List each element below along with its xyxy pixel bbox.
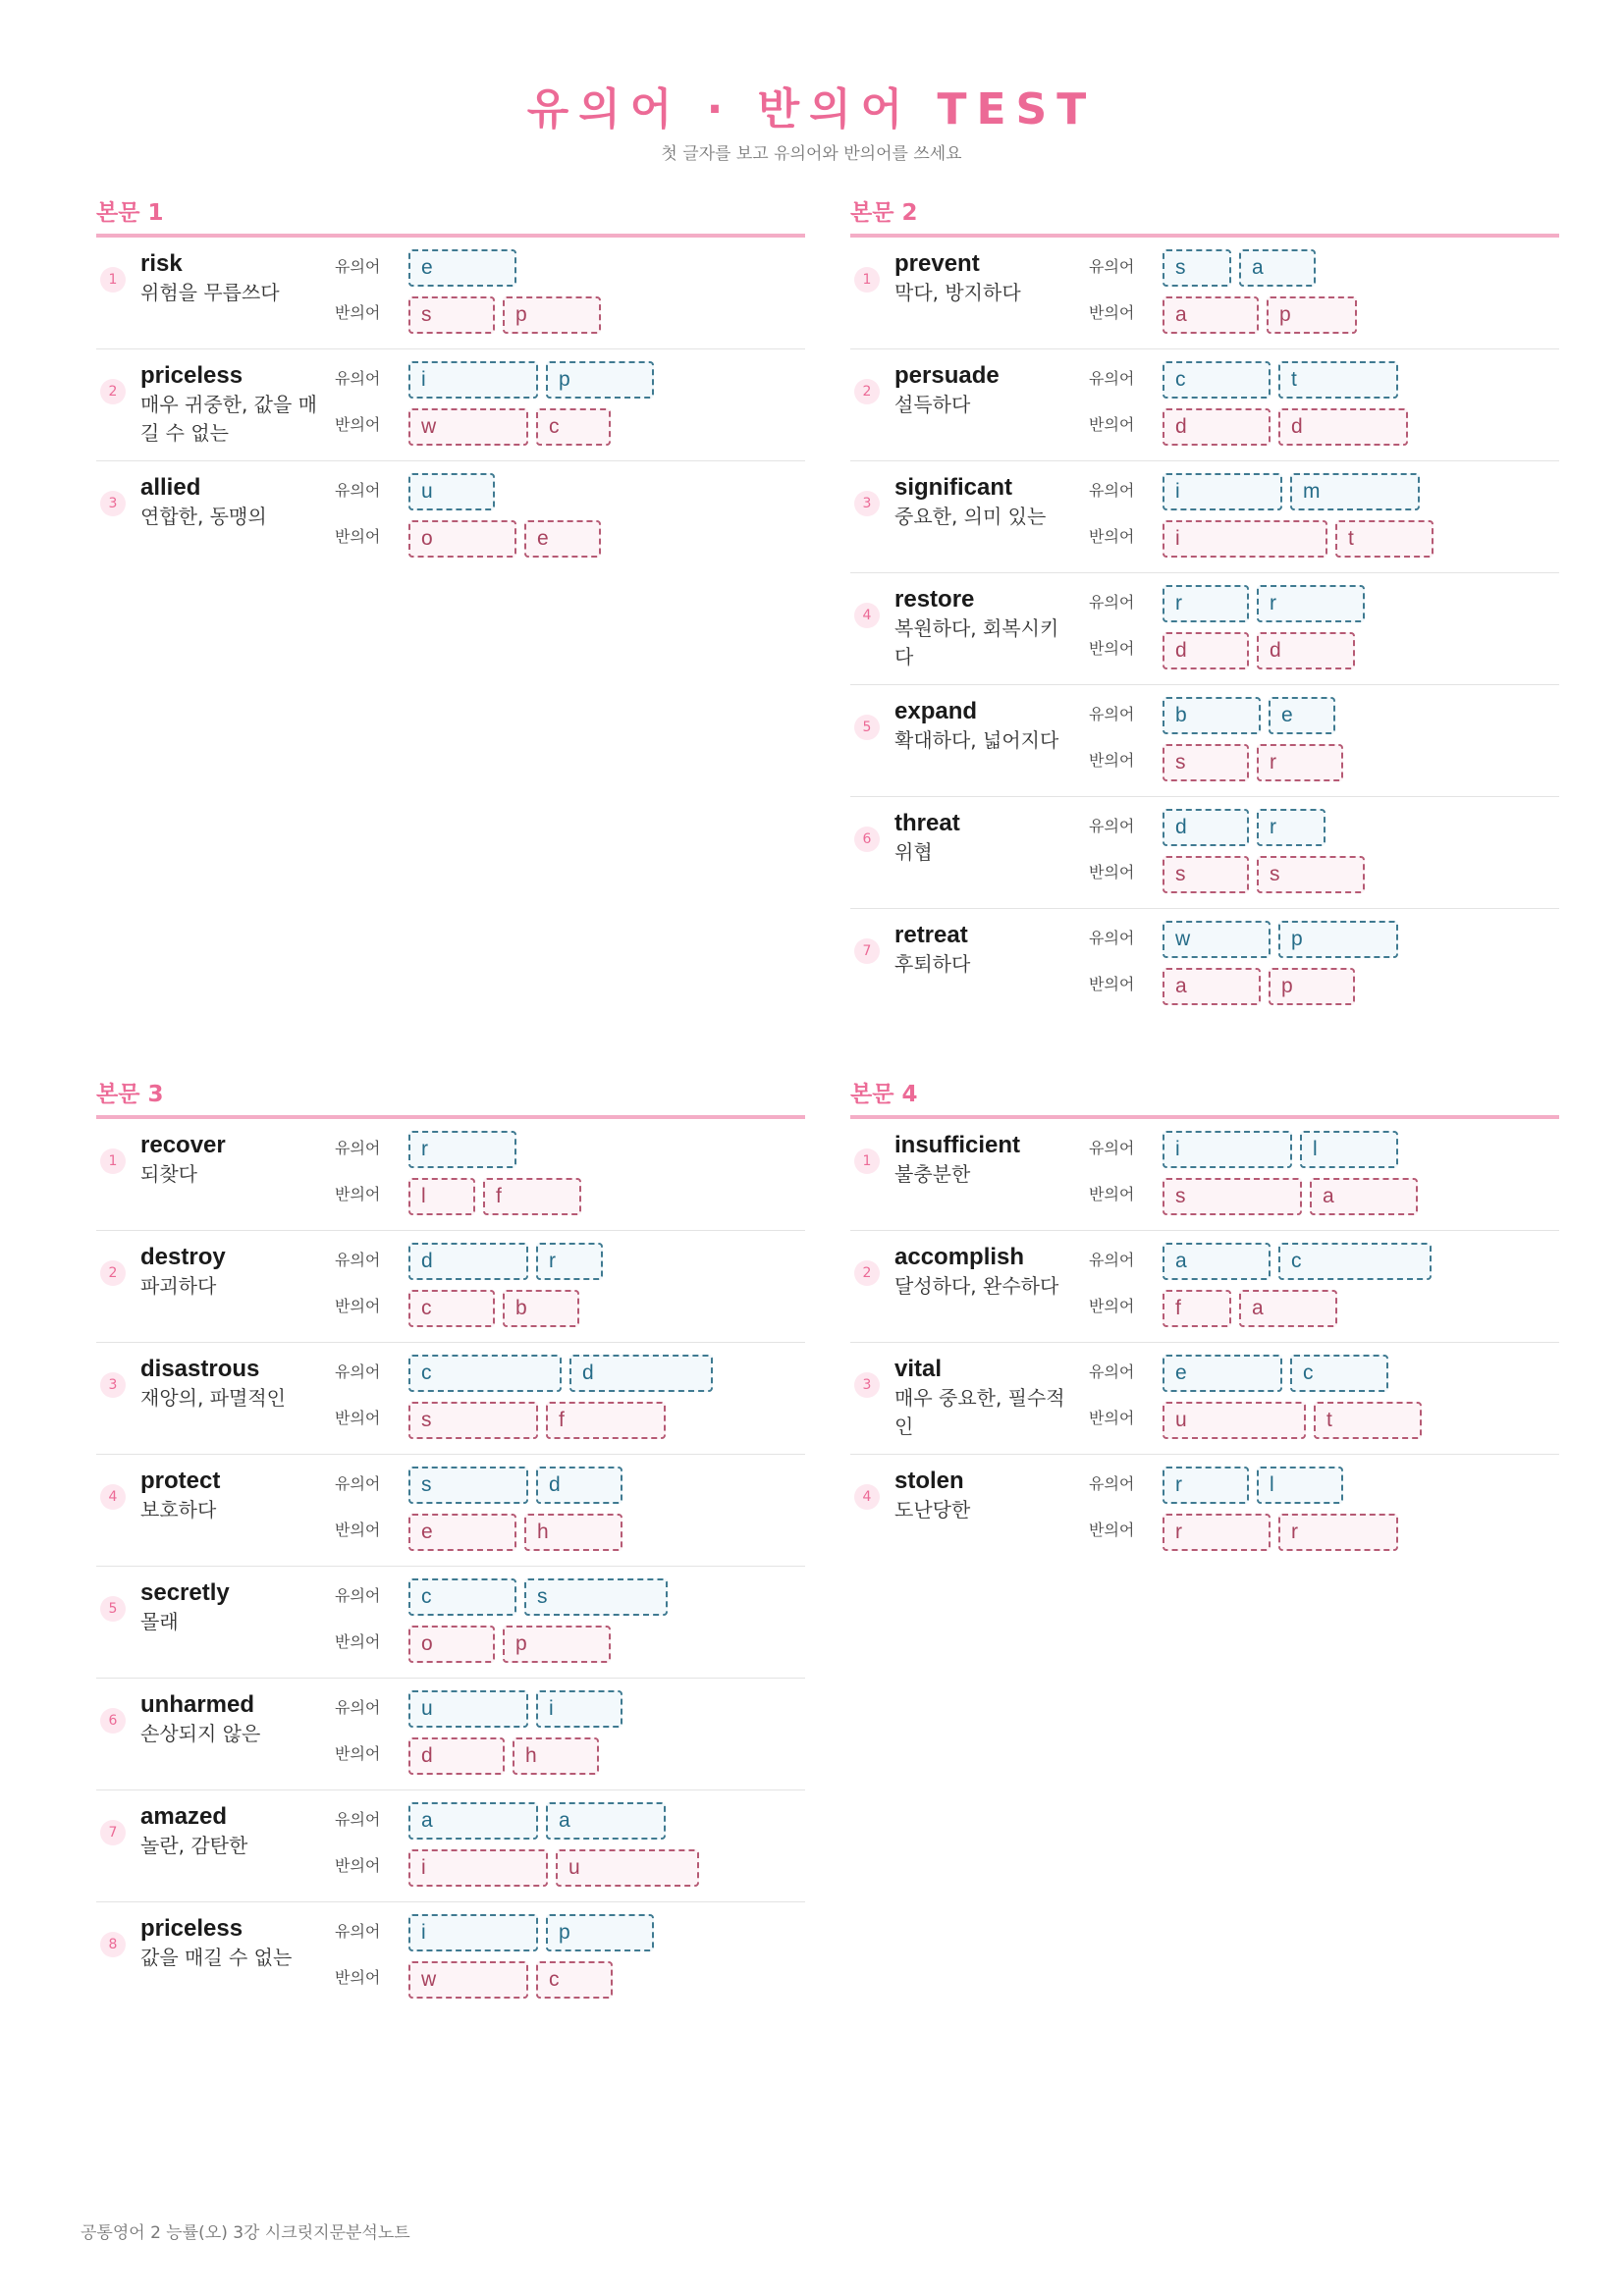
item-number-badge: 2 (100, 1260, 126, 1286)
synonym-boxes (1163, 473, 1420, 510)
vocab-item (96, 349, 805, 461)
antonym-label: 반의어 (1089, 415, 1135, 434)
vocab-item (96, 461, 805, 573)
vocab-word: secretly (140, 1579, 230, 1606)
synonym-answer-box[interactable]: c (408, 1578, 516, 1616)
antonym-boxes (1163, 856, 1365, 893)
vocab-word: accomplish (894, 1244, 1025, 1270)
section-title: 본문 1 (96, 196, 805, 238)
antonym-answer-box[interactable]: s (1257, 856, 1365, 893)
vocab-meaning: 도난당한 (894, 1498, 971, 1522)
vocab-item (850, 685, 1559, 797)
vocab-item (96, 1679, 805, 1790)
antonym-answer-box[interactable]: d (1257, 632, 1355, 669)
item-number-badge: 8 (100, 1932, 126, 1957)
vocab-meaning: 몰래 (140, 1610, 179, 1633)
section-2 (850, 196, 1559, 1021)
antonym-answer-box[interactable]: u (556, 1849, 699, 1887)
synonym-answer-box[interactable]: l (1300, 1131, 1398, 1168)
antonym-label: 반의어 (335, 1856, 381, 1875)
vocab-meaning: 확대하다, 넓어지다 (894, 728, 1059, 752)
synonym-label: 유의어 (1089, 1251, 1135, 1269)
vocab-word: insufficient (894, 1132, 1021, 1158)
synonym-answer-box[interactable]: p (546, 361, 654, 399)
antonym-answer-box[interactable]: c (536, 1961, 613, 1999)
synonym-answer-box[interactable]: m (1290, 473, 1420, 510)
antonym-boxes (1163, 968, 1355, 1005)
antonym-boxes (408, 1178, 581, 1215)
vocab-item (850, 1231, 1559, 1343)
antonym-boxes (1163, 1178, 1418, 1215)
antonym-answer-box[interactable]: o (408, 520, 516, 558)
antonym-answer-box[interactable]: s (1163, 856, 1249, 893)
synonym-label: 유의어 (1089, 817, 1135, 835)
antonym-label: 반의어 (335, 527, 381, 546)
synonym-answer-box[interactable]: r (1163, 585, 1249, 622)
section-4 (850, 1078, 1559, 1567)
antonym-label: 반의어 (335, 1185, 381, 1203)
page-title: 유의어 · 반의어 TEST (526, 84, 1097, 134)
antonym-label: 반의어 (1089, 1185, 1135, 1203)
item-number-badge: 2 (100, 379, 126, 404)
vocab-word: significant (894, 474, 1013, 501)
antonym-answer-box[interactable]: d (1278, 408, 1408, 446)
synonym-label: 유의어 (335, 1139, 381, 1157)
antonym-boxes (1163, 520, 1434, 558)
synonym-answer-box[interactable]: l (1257, 1467, 1343, 1504)
antonym-label: 반의어 (1089, 1521, 1135, 1539)
vocab-word: allied (140, 474, 201, 501)
synonym-label: 유의어 (335, 369, 381, 388)
antonym-boxes (408, 296, 601, 334)
antonym-answer-box[interactable]: h (524, 1514, 622, 1551)
vocab-word: threat (894, 810, 960, 836)
antonym-answer-box[interactable]: b (503, 1290, 579, 1327)
synonym-answer-box[interactable]: s (524, 1578, 668, 1616)
antonym-answer-box[interactable]: s (1163, 1178, 1302, 1215)
section-title: 본문 2 (850, 196, 1559, 238)
antonym-label: 반의어 (1089, 863, 1135, 881)
antonym-label: 반의어 (1089, 303, 1135, 322)
antonym-answer-box[interactable]: e (408, 1514, 516, 1551)
antonym-boxes (408, 1514, 622, 1551)
vocab-word: disastrous (140, 1356, 260, 1382)
vocab-word: priceless (140, 1915, 243, 1942)
item-number-badge: 5 (854, 715, 880, 740)
synonym-answer-box[interactable]: r (1257, 585, 1365, 622)
synonym-answer-box[interactable]: i (408, 361, 538, 399)
antonym-label: 반의어 (335, 415, 381, 434)
item-number-badge: 3 (100, 491, 126, 516)
vocab-meaning: 재앙의, 파멸적인 (140, 1386, 286, 1410)
antonym-answer-box[interactable]: p (503, 296, 601, 334)
antonym-answer-box[interactable]: p (503, 1626, 611, 1663)
vocab-meaning: 설득하다 (894, 393, 971, 416)
synonym-label: 유의어 (335, 1251, 381, 1269)
vocab-item (850, 909, 1559, 1021)
antonym-answer-box[interactable]: a (1163, 968, 1261, 1005)
synonym-boxes (408, 1355, 713, 1392)
vocab-item (96, 1902, 805, 2014)
antonym-label: 반의어 (1089, 751, 1135, 770)
vocab-word: expand (894, 698, 978, 724)
synonym-answer-box[interactable]: p (546, 1914, 654, 1951)
vocab-meaning: 보호하다 (140, 1498, 217, 1522)
synonym-boxes (408, 1690, 622, 1728)
vocab-item (850, 1343, 1559, 1455)
antonym-answer-box[interactable]: w (408, 408, 528, 446)
vocab-word: retreat (894, 922, 968, 948)
antonym-answer-box[interactable]: h (513, 1737, 599, 1775)
synonym-boxes (1163, 1467, 1343, 1504)
item-number-badge: 4 (100, 1484, 126, 1510)
antonym-answer-box[interactable]: d (1163, 632, 1249, 669)
synonym-boxes (1163, 697, 1335, 734)
item-number-badge: 1 (100, 1148, 126, 1174)
synonym-answer-box[interactable]: r (536, 1243, 603, 1280)
item-number-badge: 3 (854, 491, 880, 516)
vocab-meaning: 위협 (894, 840, 933, 864)
synonym-label: 유의어 (1089, 481, 1135, 500)
antonym-label: 반의어 (335, 1409, 381, 1427)
vocab-item (850, 349, 1559, 461)
synonym-answer-box[interactable]: e (1163, 1355, 1282, 1392)
antonym-answer-box[interactable]: r (1257, 744, 1343, 781)
item-number-badge: 1 (854, 267, 880, 293)
synonym-answer-box[interactable]: i (1163, 473, 1282, 510)
antonym-answer-box[interactable]: d (1163, 408, 1271, 446)
antonym-boxes (408, 1737, 599, 1775)
footer-text: 공통영어 2 능률(오) 3강 시크릿지문분석노트 (81, 2223, 410, 2243)
antonym-answer-box[interactable]: d (408, 1737, 505, 1775)
synonym-answer-box[interactable]: i (408, 1914, 538, 1951)
item-number-badge: 4 (854, 603, 880, 628)
synonym-boxes (1163, 249, 1316, 287)
vocab-word: priceless (140, 362, 243, 389)
synonym-boxes (1163, 585, 1365, 622)
vocab-meaning: 달성하다, 완수하다 (894, 1274, 1059, 1298)
synonym-answer-box[interactable]: c (1163, 361, 1271, 399)
synonym-boxes (408, 473, 495, 510)
antonym-answer-box[interactable]: i (1163, 520, 1327, 558)
vocab-item (96, 1567, 805, 1679)
item-number-badge: 2 (854, 379, 880, 404)
antonym-answer-box[interactable]: e (524, 520, 601, 558)
synonym-answer-box[interactable]: s (408, 1467, 528, 1504)
antonym-boxes (1163, 632, 1355, 669)
synonym-answer-box[interactable]: c (408, 1355, 562, 1392)
vocab-word: persuade (894, 362, 1000, 389)
vocab-word: destroy (140, 1244, 226, 1270)
vocab-meaning: 위험을 무릅쓰다 (140, 281, 280, 304)
antonym-boxes (408, 408, 611, 446)
antonym-answer-box[interactable]: s (408, 296, 495, 334)
item-number-badge: 7 (100, 1820, 126, 1845)
item-number-badge: 4 (854, 1484, 880, 1510)
vocab-meaning: 놀란, 감탄한 (140, 1834, 248, 1857)
synonym-label: 유의어 (1089, 1474, 1135, 1493)
synonym-label: 유의어 (1089, 1139, 1135, 1157)
antonym-answer-box[interactable]: p (1269, 968, 1355, 1005)
vocab-item (850, 238, 1559, 349)
synonym-answer-box[interactable]: s (1163, 249, 1231, 287)
vocab-meaning: 매우 중요한, 필수적인 (894, 1386, 1065, 1438)
vocab-meaning: 손상되지 않은 (140, 1722, 261, 1745)
vocab-word: recover (140, 1132, 226, 1158)
synonym-answer-box[interactable]: i (1163, 1131, 1292, 1168)
antonym-answer-box[interactable]: l (408, 1178, 475, 1215)
synonym-boxes (1163, 361, 1398, 399)
synonym-boxes (408, 1802, 666, 1840)
vocab-item (96, 1790, 805, 1902)
item-number-badge: 6 (100, 1708, 126, 1734)
synonym-label: 유의어 (1089, 257, 1135, 276)
synonym-answer-box[interactable]: u (408, 1690, 528, 1728)
antonym-boxes (408, 1402, 666, 1439)
synonym-answer-box[interactable]: d (408, 1243, 528, 1280)
vocab-meaning: 복원하다, 회복시키다 (894, 616, 1059, 668)
section-title: 본문 4 (850, 1078, 1559, 1119)
antonym-answer-box[interactable]: w (408, 1961, 528, 1999)
antonym-label: 반의어 (1089, 527, 1135, 546)
synonym-boxes (408, 1243, 603, 1280)
section-3 (96, 1078, 805, 2014)
item-number-badge: 7 (854, 938, 880, 964)
vocab-item (96, 1119, 805, 1231)
antonym-label: 반의어 (1089, 639, 1135, 658)
antonym-answer-box[interactable]: t (1335, 520, 1434, 558)
vocab-meaning: 파괴하다 (140, 1274, 217, 1298)
synonym-boxes (1163, 809, 1325, 846)
antonym-answer-box[interactable]: p (1267, 296, 1357, 334)
antonym-answer-box[interactable]: i (408, 1849, 548, 1887)
antonym-boxes (1163, 408, 1408, 446)
synonym-answer-box[interactable]: d (1163, 809, 1249, 846)
vocab-item (96, 1343, 805, 1455)
antonym-answer-box[interactable]: f (483, 1178, 581, 1215)
vocab-meaning: 중요한, 의미 있는 (894, 505, 1047, 528)
vocab-item (850, 797, 1559, 909)
vocab-meaning: 후퇴하다 (894, 952, 971, 976)
antonym-boxes (408, 1961, 613, 1999)
synonym-label: 유의어 (335, 1698, 381, 1717)
synonym-boxes (408, 1914, 654, 1951)
synonym-answer-box[interactable]: p (1278, 921, 1398, 958)
antonym-boxes (408, 1626, 611, 1663)
synonym-label: 유의어 (1089, 593, 1135, 612)
vocab-item (96, 1455, 805, 1567)
antonym-label: 반의어 (335, 1297, 381, 1315)
vocab-word: protect (140, 1468, 221, 1494)
synonym-boxes (1163, 1355, 1388, 1392)
antonym-answer-box[interactable]: u (1163, 1402, 1306, 1439)
item-number-badge: 2 (854, 1260, 880, 1286)
synonym-answer-box[interactable]: a (408, 1802, 538, 1840)
antonym-label: 반의어 (335, 303, 381, 322)
antonym-boxes (1163, 744, 1343, 781)
synonym-answer-box[interactable]: u (408, 473, 495, 510)
item-number-badge: 3 (854, 1372, 880, 1398)
synonym-answer-box[interactable]: r (1163, 1467, 1249, 1504)
antonym-label: 반의어 (335, 1968, 381, 1987)
vocab-word: restore (894, 586, 975, 613)
vocab-word: vital (894, 1356, 943, 1382)
synonym-label: 유의어 (335, 1922, 381, 1941)
antonym-answer-box[interactable]: a (1163, 296, 1259, 334)
synonym-boxes (408, 249, 516, 287)
synonym-answer-box[interactable]: b (1163, 697, 1261, 734)
synonym-answer-box[interactable]: t (1278, 361, 1398, 399)
vocab-item (850, 1119, 1559, 1231)
synonym-answer-box[interactable]: c (1278, 1243, 1432, 1280)
synonym-answer-box[interactable]: d (536, 1467, 622, 1504)
synonym-answer-box[interactable]: a (1163, 1243, 1271, 1280)
antonym-label: 반의어 (1089, 1409, 1135, 1427)
vocab-word: amazed (140, 1803, 228, 1830)
antonym-answer-box[interactable]: t (1314, 1402, 1422, 1439)
synonym-boxes (1163, 1243, 1432, 1280)
page-subtitle: 첫 글자를 보고 유의어와 반의어를 쓰세요 (661, 144, 962, 164)
antonym-boxes (1163, 1514, 1398, 1551)
vocab-item (96, 1231, 805, 1343)
synonym-answer-box[interactable]: r (408, 1131, 516, 1168)
synonym-boxes (408, 361, 654, 399)
antonym-answer-box[interactable]: r (1163, 1514, 1271, 1551)
synonym-boxes (1163, 921, 1398, 958)
vocab-meaning: 값을 매길 수 없는 (140, 1946, 293, 1969)
vocab-word: stolen (894, 1468, 964, 1494)
item-number-badge: 5 (100, 1596, 126, 1622)
antonym-answer-box[interactable]: s (1163, 744, 1249, 781)
antonym-answer-box[interactable]: f (1163, 1290, 1231, 1327)
synonym-boxes (408, 1578, 668, 1616)
synonym-answer-box[interactable]: c (1290, 1355, 1388, 1392)
synonym-answer-box[interactable]: e (1269, 697, 1335, 734)
synonym-answer-box[interactable]: e (408, 249, 516, 287)
antonym-answer-box[interactable]: o (408, 1626, 495, 1663)
item-number-badge: 1 (854, 1148, 880, 1174)
synonym-label: 유의어 (335, 1586, 381, 1605)
antonym-boxes (1163, 296, 1357, 334)
antonym-boxes (408, 520, 601, 558)
vocab-item (96, 238, 805, 349)
synonym-label: 유의어 (1089, 705, 1135, 723)
antonym-boxes (1163, 1290, 1337, 1327)
synonym-label: 유의어 (1089, 929, 1135, 947)
synonym-answer-box[interactable]: a (546, 1802, 666, 1840)
antonym-label: 반의어 (335, 1744, 381, 1763)
antonym-answer-box[interactable]: r (1278, 1514, 1398, 1551)
synonym-label: 유의어 (1089, 369, 1135, 388)
synonym-label: 유의어 (335, 257, 381, 276)
vocab-item (850, 573, 1559, 685)
vocab-meaning: 연합한, 동맹의 (140, 505, 267, 528)
synonym-label: 유의어 (335, 1362, 381, 1381)
antonym-boxes (1163, 1402, 1422, 1439)
antonym-answer-box[interactable]: c (536, 408, 611, 446)
vocab-meaning: 매우 귀중한, 값을 매길 수 없는 (140, 393, 317, 445)
synonym-label: 유의어 (335, 481, 381, 500)
antonym-answer-box[interactable]: f (546, 1402, 666, 1439)
vocab-item (850, 1455, 1559, 1567)
section-title: 본문 3 (96, 1078, 805, 1119)
synonym-answer-box[interactable]: r (1257, 809, 1325, 846)
synonym-answer-box[interactable]: i (536, 1690, 622, 1728)
synonym-boxes (1163, 1131, 1398, 1168)
section-1 (96, 196, 805, 573)
antonym-answer-box[interactable]: a (1310, 1178, 1418, 1215)
antonym-label: 반의어 (1089, 1297, 1135, 1315)
item-number-badge: 6 (854, 827, 880, 852)
item-number-badge: 1 (100, 267, 126, 293)
antonym-answer-box[interactable]: a (1239, 1290, 1337, 1327)
antonym-label: 반의어 (1089, 975, 1135, 993)
synonym-answer-box[interactable]: a (1239, 249, 1316, 287)
antonym-label: 반의어 (335, 1632, 381, 1651)
synonym-label: 유의어 (1089, 1362, 1135, 1381)
synonym-boxes (408, 1131, 516, 1168)
item-number-badge: 3 (100, 1372, 126, 1398)
antonym-answer-box[interactable]: s (408, 1402, 538, 1439)
synonym-answer-box[interactable]: d (569, 1355, 713, 1392)
antonym-answer-box[interactable]: c (408, 1290, 495, 1327)
vocab-item (850, 461, 1559, 573)
synonym-answer-box[interactable]: w (1163, 921, 1271, 958)
vocab-word: prevent (894, 250, 980, 277)
antonym-label: 반의어 (335, 1521, 381, 1539)
synonym-boxes (408, 1467, 622, 1504)
vocab-meaning: 되찾다 (140, 1162, 197, 1186)
antonym-boxes (408, 1849, 699, 1887)
vocab-word: risk (140, 250, 183, 277)
synonym-label: 유의어 (335, 1810, 381, 1829)
synonym-label: 유의어 (335, 1474, 381, 1493)
vocab-meaning: 불충분한 (894, 1162, 971, 1186)
antonym-boxes (408, 1290, 579, 1327)
vocab-word: unharmed (140, 1691, 255, 1718)
vocab-meaning: 막다, 방지하다 (894, 281, 1021, 304)
